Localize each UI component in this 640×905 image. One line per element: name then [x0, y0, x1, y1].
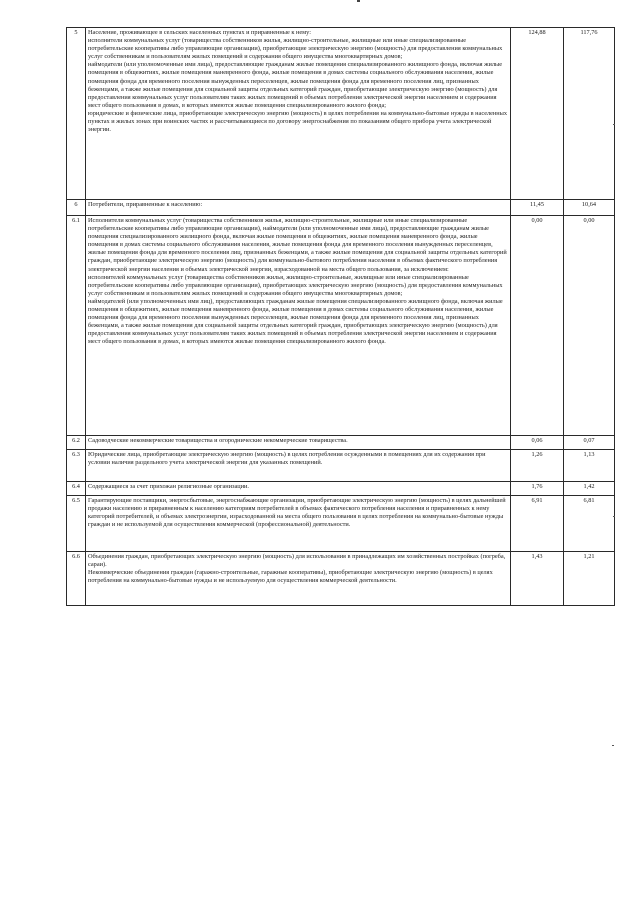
row-number: 6.2	[67, 436, 86, 450]
row-description	[86, 200, 511, 216]
row-paragraph: Юридические лица, приобретающие электрическую энергию (мощность) в целях потребления осужденными в помещениях для их содержания при условии наличия раздельного учета электрической энергии для указанных помещений.	[88, 451, 486, 467]
table-row-6-3	[67, 450, 615, 482]
scan-mark	[612, 745, 614, 746]
row-number: 6.5	[67, 496, 86, 552]
tariff-value-1: 1,26	[511, 450, 564, 482]
row-description	[86, 28, 511, 200]
row-description	[86, 436, 511, 450]
table-row-6-4	[67, 482, 615, 496]
tariff-value-2: 117,76	[564, 28, 615, 200]
tariff-value-2: 10,64	[564, 200, 615, 216]
row-description	[86, 496, 511, 552]
scan-mark	[357, 0, 360, 2]
row-paragraph: Гарантирующие поставщики, энергосбытовые, энергоснабжающие организации, приобретающие электрическую энергию (мощность) в целях дальнейшей продажи населению и приравненным к населению категориям потребителей в объемах фактического потребления населения и приравненных к нему категорий потребителей, и объемах электроэнергии, израсходованной на места общего пользования в целях потребления на коммунально-бытовые нужды граждан и не используемой для осуществления коммерческой (профессиональной) деятельности.	[88, 497, 506, 529]
tariff-value-1: 6,91	[511, 496, 564, 552]
row-number: 6.6	[67, 552, 86, 606]
row-paragraph: Исполнители коммунальных услуг (товарищества собственников жилья, жилищно-строительные, жилищные или иные специализированные потребительские кооперативы либо управляющие организации), наймодатели (или уполномоченные ими лица), предоставляющие гражданам жилые помещения специализированного жилищного фонда, включая жилые помещения в общежитиях, жилые помещения маневренного фонда, жилые помещения в домах системы социального обслуживания населения, жилые помещения фонда для временного поселения вынужденных переселенцев, жилые помещения фонда для временного поселения лиц, признанных беженцами, а также жилые помещения для социальной защиты отдельных категорий граждан, приобретающие электрическую энергию (мощность) для коммунально-бытового потребления населения в объемах фактического потребления электрической энергии населения и объемах электрической энергии, израсходованной на места общего пользования, за исключением: исполнителей коммунальных услуг (товарищества собственников жилья, жилищно-строительные, жилищные или иные специализированные потребительские кооперативы либо управляющие организации), приобретающих электрическую энергию (мощность) для предоставления коммунальных услуг собственникам и пользователям жилых помещений и содержания общего имущества многоквартирных домов; наймодателей (или уполномоченных ими лиц), предоставляющих гражданам жилые помещения специализированного жилищного фонда, включая жилые помещения в общежитиях, жилые помещения маневренного фонда, жилые помещения в домах системы социального обслуживания населения, жилые помещения фонда для временного поселения вынужденных переселенцев, жилые помещения фонда для временного поселения лиц, признанных беженцами, а также жилые помещения для социальной защиты отдельных категорий граждан, приобретающих электрическую энергию (мощность) для предоставления коммунальных услуг пользователям таких жилых помещений в объемах потребления электрической энергии населением и содержания мест общего пользования в домах, в которых имеются жилые помещения специализированного жилого фонда.	[88, 217, 507, 346]
row-description	[86, 482, 511, 496]
row-number: 6.4	[67, 482, 86, 496]
table-row-5	[67, 28, 615, 200]
row-paragraph: Объединения граждан, приобретающих электрическую энергию (мощность) для использования в принадлежащих им хозяйственных постройках (погреба, сараи). Некоммерческие объединения граждан (гаражно-строительные, гаражные кооперативы), приобретающие электрическую энергию (мощность) в целях потребления на коммунально-бытовые нужды и не используемую для осуществления коммерческой деятельности.	[88, 553, 506, 585]
tariff-value-1: 1,76	[511, 482, 564, 496]
scan-mark	[613, 124, 615, 125]
row-paragraph: Население, проживающее в сельских населенных пунктах и приравненные к нему: исполнители коммунальных услуг (товарищества собственников жилья, жилищно-строительные, жилищные или иные специализированные потребительские кооперативы либо управляющие организации), приобретающие электрическую энергию (мощность) для предоставления коммунальных услуг собственникам и пользователям жилых помещений и содержания общего имущества многоквартирных домов; наймодатели (или уполномоченные ими лица), предоставляющие гражданам жилые помещения специализированного жилищного фонда, включая жилые помещения в общежитиях, жилые помещения маневренного фонда, жилые помещения в домах системы социального обслуживания населения, жилые помещения фонда для временного поселения вынужденных переселенцев, жилые помещения фонда для временного поселения лиц, признанных беженцами, а также жилые помещения для социальной защиты отдельных категорий граждан, приобретающие электрическую энергию (мощность) для предоставления коммунальных услуг пользователям таких жилых помещений в объемах потребления электрической энергии населением и содержания мест общего пользования в домах, в которых имеются жилые помещения специализированного жилого фонда; юридические и физические лица, приобретающие электрическую энергию (мощность) в целях потребления на коммунально-бытовые нужды в населенных пунктах и жилых зонах при воинских частях и рассчитывающиеся по договору энергоснабжения по показаниям общего прибора учета электрической энергии.	[88, 29, 508, 134]
tariff-value-2: 1,42	[564, 482, 615, 496]
row-description	[86, 552, 511, 606]
tariff-value-2: 1,21	[564, 552, 615, 606]
scan-mark	[613, 516, 615, 517]
tariff-value-2: 0,07	[564, 436, 615, 450]
row-description	[86, 216, 511, 436]
tariff-value-1: 0,00	[511, 216, 564, 436]
table-row-6	[67, 200, 615, 216]
table-row-6-1	[67, 216, 615, 436]
row-paragraph: Потребители, приравненные к населению:	[88, 201, 203, 208]
row-number: 6.3	[67, 450, 86, 482]
tariff-value-1: 1,43	[511, 552, 564, 606]
table-row-6-6	[67, 552, 615, 606]
tariff-value-1: 11,45	[511, 200, 564, 216]
row-paragraph: Садоводческие некоммерческие товарищества и огороднические некоммерческие товарищества.	[88, 437, 348, 444]
row-number: 6.1	[67, 216, 86, 436]
tariff-value-2: 6,81	[564, 496, 615, 552]
row-number: 6	[67, 200, 86, 216]
tariff-value-1: 0,06	[511, 436, 564, 450]
tariff-value-2: 1,13	[564, 450, 615, 482]
tariff-table	[66, 27, 615, 606]
row-number: 5	[67, 28, 86, 200]
table-row-6-2	[67, 436, 615, 450]
row-paragraph: Содержащиеся за счет прихожан религиозные организации.	[88, 483, 249, 490]
row-description	[86, 450, 511, 482]
table-row-6-5	[67, 496, 615, 552]
tariff-value-2: 0,00	[564, 216, 615, 436]
tariff-value-1: 124,88	[511, 28, 564, 200]
